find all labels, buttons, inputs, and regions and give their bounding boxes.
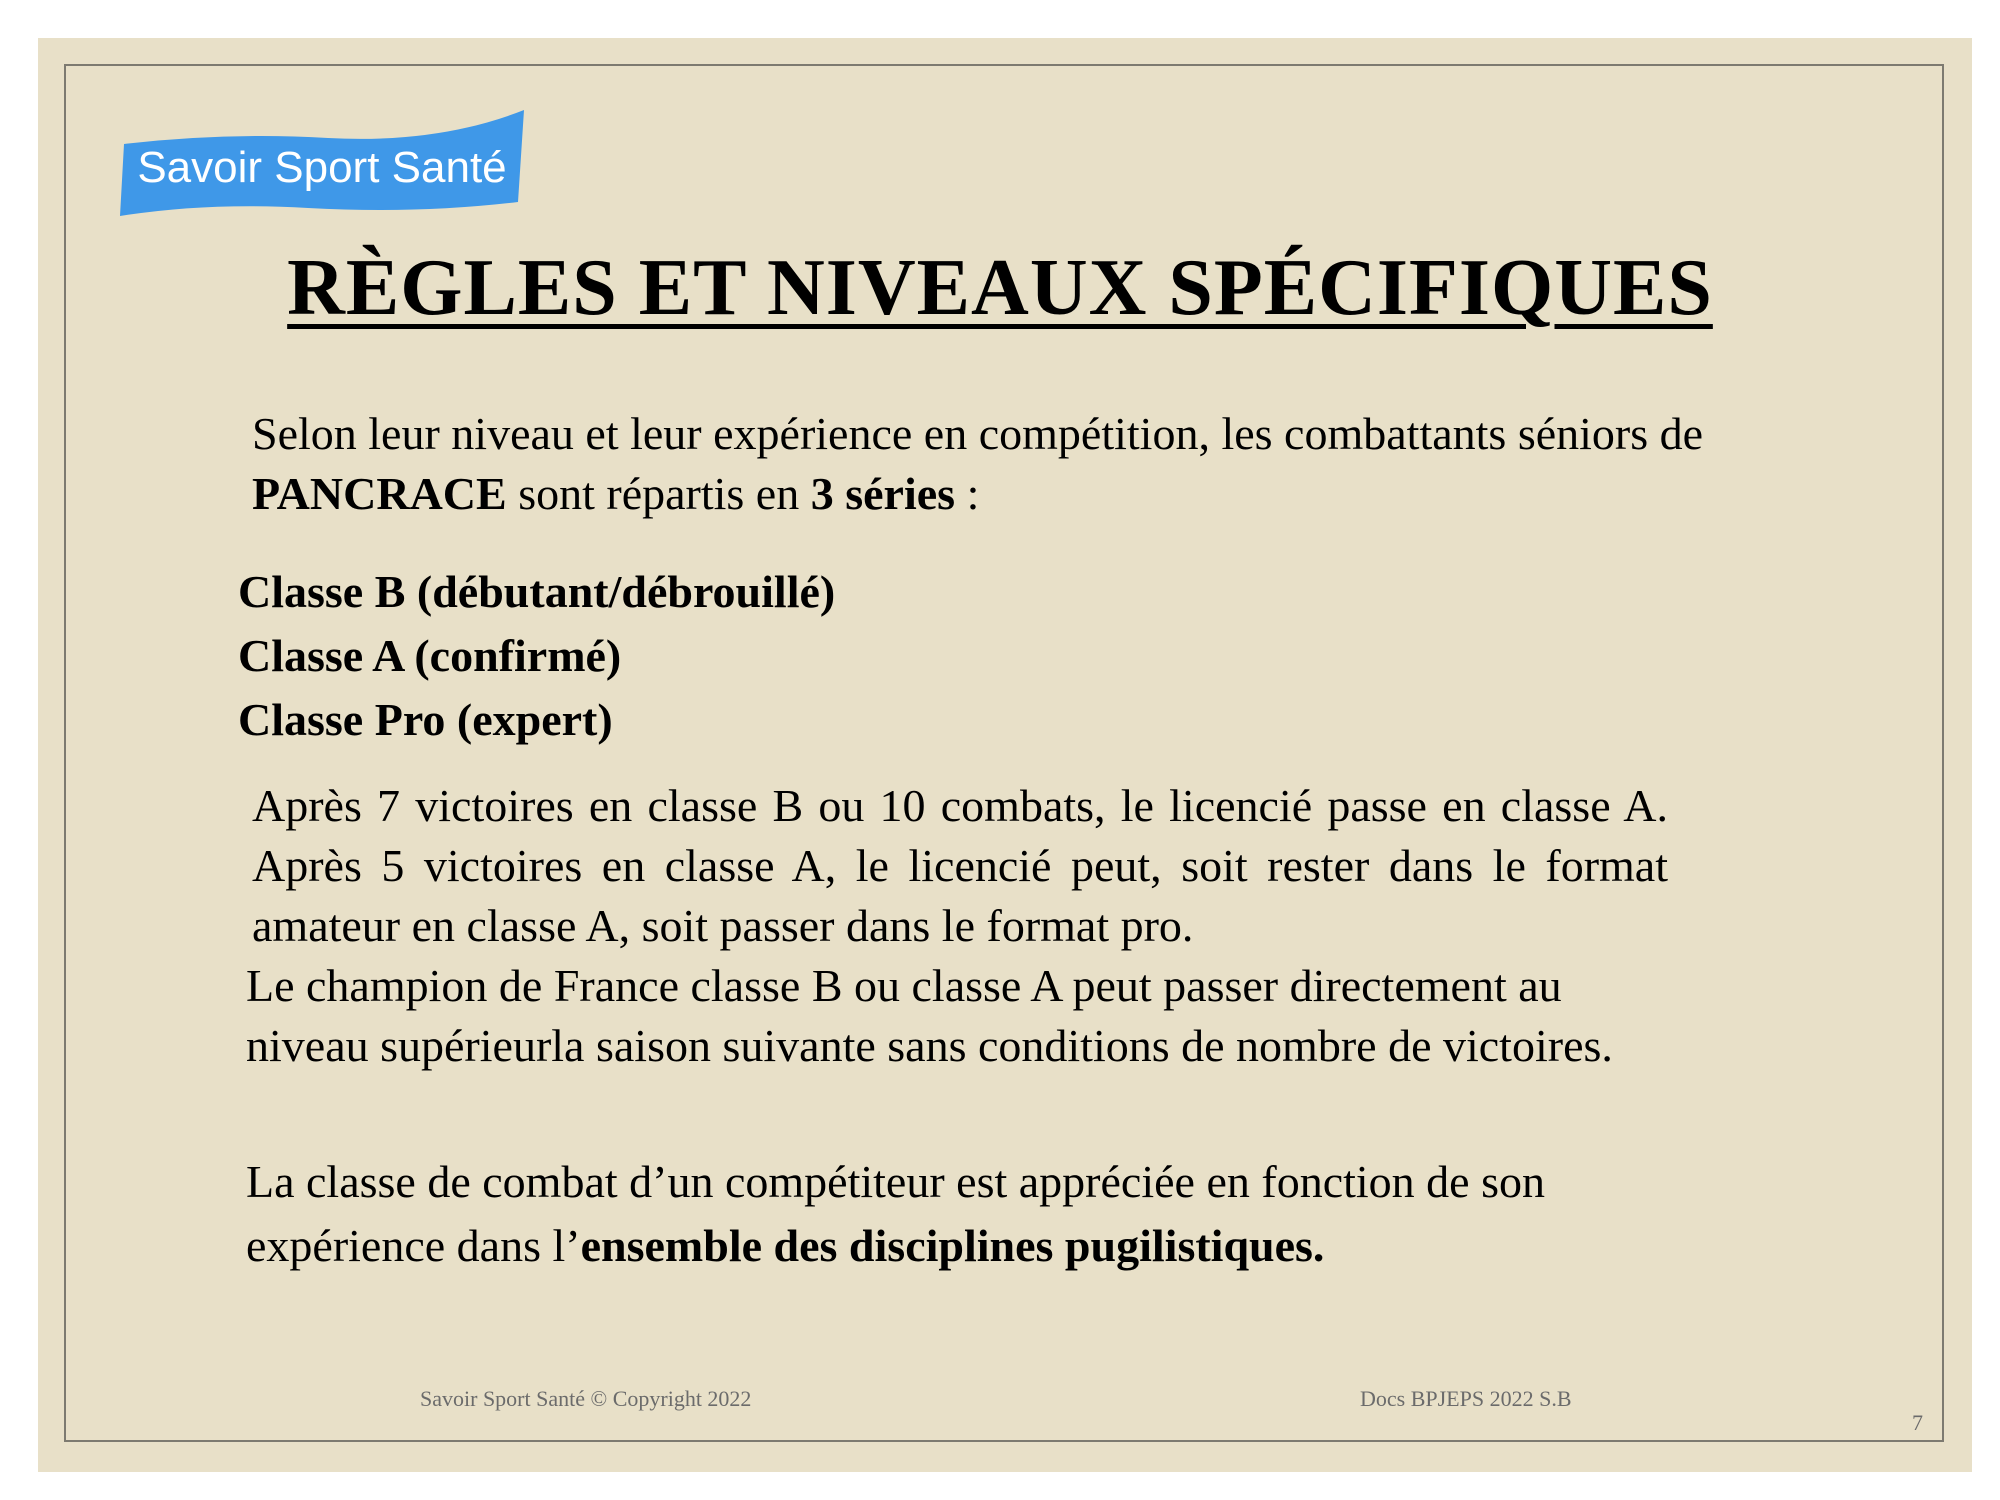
logo-text: Savoir Sport Santé: [137, 143, 507, 192]
class-a: Classe A (confirmé): [238, 630, 622, 681]
class-pro: Classe Pro (expert): [238, 694, 613, 745]
conclusion-paragraph: La classe de combat d’un compétiteur est appréciée en fonction de son expérience dans l’ensemble des disciplines pugilistiques.: [246, 1156, 1545, 1271]
intro-paragraph: Selon leur niveau et leur expérience en compétition, les combattants séniors de PANCRACE sont répartis en 3 séries :: [252, 408, 1704, 519]
champion-paragraph: Le champion de France classe B ou classe A peut passer directement au niveau supérieurla saison suivante sans conditions de nombre de victoires.: [246, 960, 1613, 1071]
savoir-sport-sante-logo: [118, 110, 530, 222]
footer-copyright: Savoir Sport Santé © Copyright 2022: [420, 1386, 752, 1411]
class-b: Classe B (débutant/débrouillé): [238, 566, 836, 617]
footer-docs: Docs BPJEPS 2022 S.B: [1360, 1386, 1572, 1411]
page-title: RÈGLES ET NIVEAUX SPÉCIFIQUES: [287, 244, 1713, 332]
page-number: 7: [1912, 1410, 1923, 1435]
progression-paragraph: Après 7 victoires en classe B ou 10 combats, le licencié passe en classe A. Après 5 victoires en classe A, le licencié peut, soit rester dans le format amateur en classe A, soit passer dans le format pro.: [252, 780, 1668, 951]
class-list: [238, 560, 835, 752]
